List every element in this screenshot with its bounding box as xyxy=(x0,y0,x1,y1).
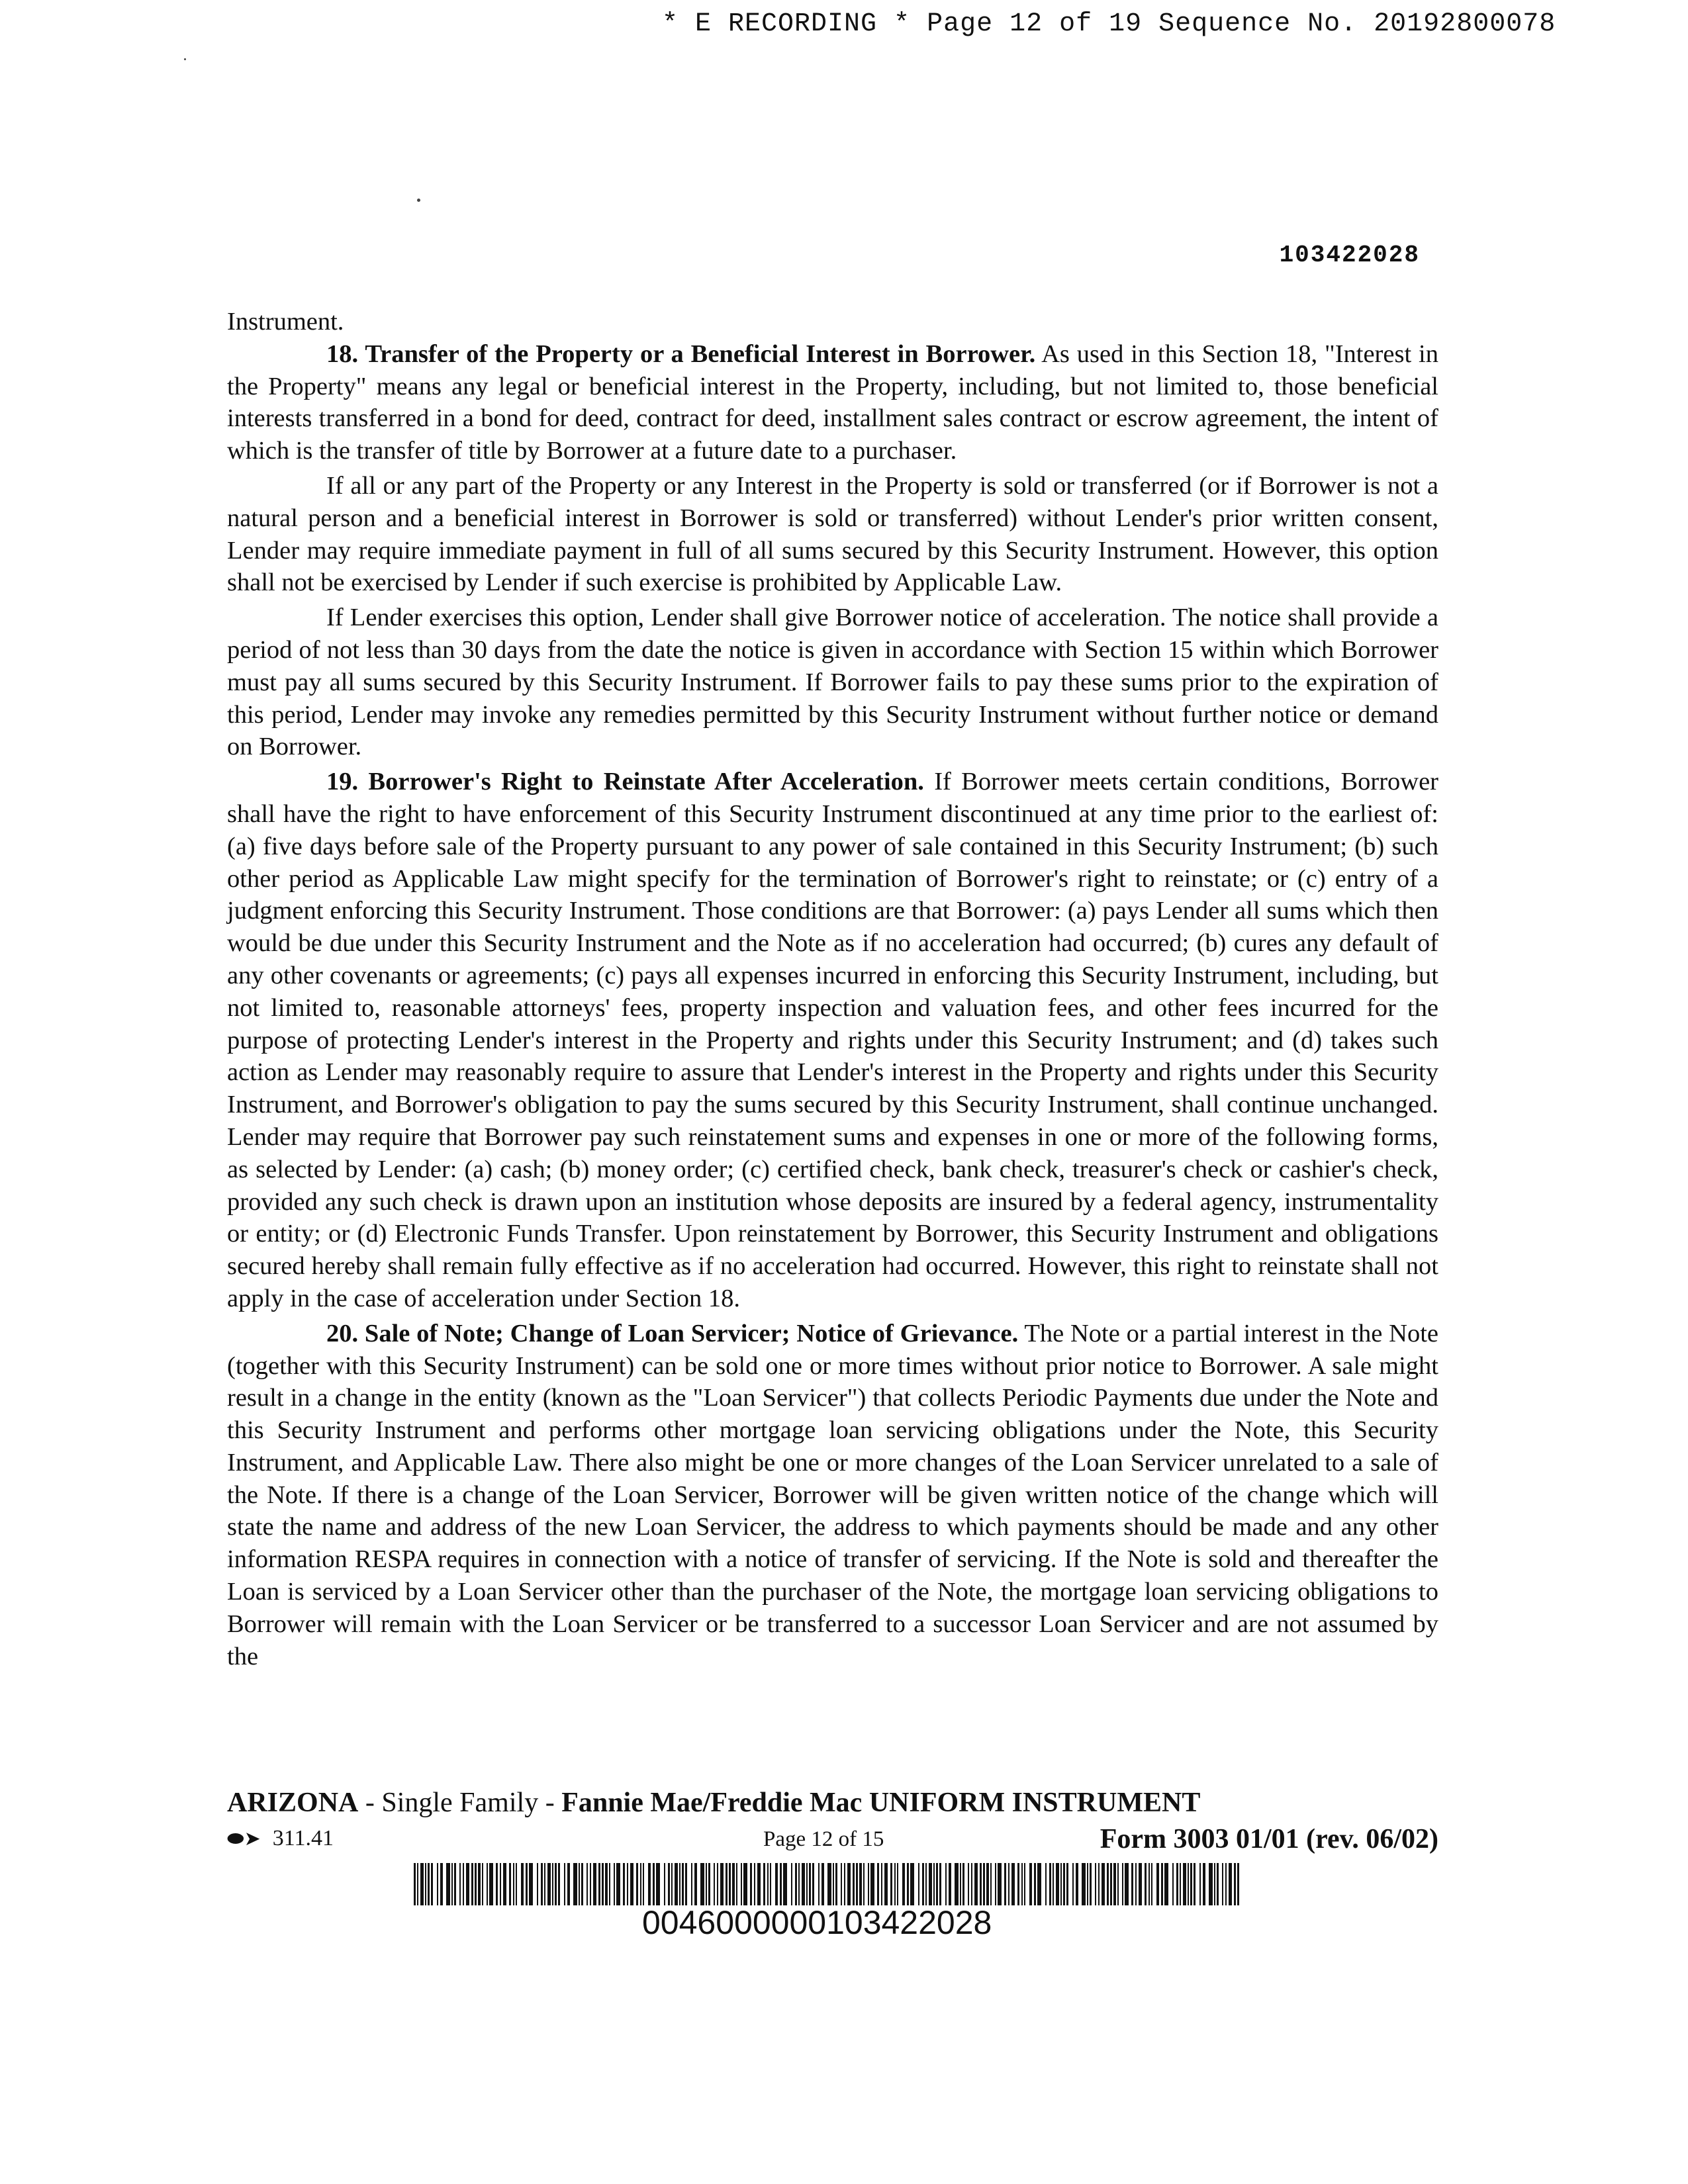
recording-header: * E RECORDING * Page 12 of 19 Sequence No. 20192800078 xyxy=(662,9,1556,39)
footer-separator: - Single Family - xyxy=(358,1788,562,1818)
footer-title xyxy=(227,1787,1200,1819)
loan-number: 103422028 xyxy=(1279,242,1420,269)
section-18-paragraph-2: If all or any part of the Property or any Interest in the Property is sold or transferred (or if Borrower is not a natural person and a beneficial interest in Borrower is sold or transferred) without Lender's prior written consent, Lender may require immediate payment in full of all sums secured by this Security Instrument. However, this option shall not be exercised by Lender if such exercise is prohibited by Applicable Law. xyxy=(227,471,1438,597)
page-number: Page 12 of 15 xyxy=(763,1827,884,1851)
form-number: Form 3003 01/01 (rev. 06/02) xyxy=(1100,1824,1438,1854)
scan-speck xyxy=(417,199,420,202)
section-20-text: The Note or a partial interest in the Note (together with this Security Instrument) can be sold one or more times without prior notice to Borrower. A sale might result in a change in the entity (known as the "Loan Servicer") that collects Periodic Payments due under the Note and this Security Instrument and performs other mortgage loan servicing obligations under the Note, this Security Instrument, and Applicable Law. There also might be one or more changes of the Loan Servicer unrelated to a sale of the Note. If there is a change of the Loan Servicer, Borrower will be given written notice of the change which will state the name and address of the new Loan Servicer, the address to which payments should be made and any other information RESPA requires in connection with a notice of transfer of servicing. If the Note is sold and thereafter the Loan is serviced by a Loan Servicer other than the purchaser of the Note, the mortgage loan servicing obligations to Borrower will remain with the Loan Servicer or be transferred to a successor Loan Servicer and are not assumed by the xyxy=(227,1319,1438,1670)
section-18-heading: 18. Transfer of the Property or a Beneficial Interest in Borrower. xyxy=(326,340,1036,368)
section-19-heading: 19. Borrower's Right to Reinstate After Acceleration. xyxy=(326,768,924,796)
scan-speck xyxy=(184,58,186,60)
form-code-block xyxy=(227,1826,334,1851)
barcode xyxy=(414,1863,1241,1905)
document-body xyxy=(227,306,1438,1672)
section-18-paragraph xyxy=(227,338,1438,467)
form-code: 311.41 xyxy=(272,1826,334,1850)
vmp-logo-icon: ⬬➤ xyxy=(227,1827,261,1850)
section-19-paragraph xyxy=(227,766,1438,1315)
section-20-paragraph xyxy=(227,1318,1438,1673)
continuation-text: Instrument. xyxy=(227,308,344,336)
barcode-number: 0046000000103422028 xyxy=(642,1904,992,1941)
footer-line xyxy=(227,1823,1438,1855)
section-18-paragraph-3: If Lender exercises this option, Lender shall give Borrower notice of acceleration. The notice shall provide a period of not less than 30 days from the date the notice is given in accordance with Section 15 within which Borrower must pay all sums secured by this Security Instrument. If Borrower fails to pay these sums prior to the expiration of this period, Lender may invoke any remedies permitted by this Security Instrument without further notice or demand on Borrower. xyxy=(227,604,1438,761)
section-20-heading: 20. Sale of Note; Change of Loan Servicer; Notice of Grievance. xyxy=(326,1319,1019,1347)
section-19-text: If Borrower meets certain conditions, Borrower shall have the right to have enforcement of this Security Instrument discontinued at any time prior to the earliest of: (a) five days before sale of the Property pursuant to any power of sale contained in this Security Instrument; (b) such other period as Applicable Law might specify for the termination of Borrower's right to reinstate; or (c) entry of a judgment enforcing this Security Instrument. Those conditions are that Borrower: (a) pays Lender all sums which then would be due under this Security Instrument and the Note as if no acceleration had occurred; (b) cures any default of any other covenants or agreements; (c) pays all expenses incurred in enforcing this Security Instrument, including, but not limited to, reasonable attorneys' fees, property inspection and valuation fees, and other fees incurred for the purpose of protecting Lender's interest in the Property and rights under this Security Instrument; and (d) takes such action as Lender may reasonably require to assure that Lender's interest in the Property and rights under this Security Instrument, and Borrower's obligation to pay the sums secured by this Security Instrument, shall continue unchanged. Lender may require that Borrower pay such reinstatement sums and expenses in one or more of the following forms, as selected by Lender: (a) cash; (b) money order; (c) certified check, bank check, treasurer's check or cashier's check, provided any such check is drawn upon an institution whose deposits are insured by a federal agency, instrumentality or entity; or (d) Electronic Funds Transfer. Upon reinstatement by Borrower, this Security Instrument and obligations secured hereby shall remain fully effective as if no acceleration had occurred. However, this right to reinstate shall not apply in the case of acceleration under Section 18. xyxy=(227,768,1438,1312)
footer-program: Fannie Mae/Freddie Mac UNIFORM INSTRUMENT xyxy=(561,1788,1201,1818)
footer-state: ARIZONA xyxy=(227,1788,359,1818)
section-18-text: As used in this Section 18, "Interest in the Property" means any legal or beneficial interest in the Property, including, but not limited to, those beneficial interests transferred in a bond for deed, contract for deed, installment sales contract or escrow agreement, the intent of which is the transfer of title by Borrower at a future date to a purchaser. xyxy=(227,340,1438,465)
